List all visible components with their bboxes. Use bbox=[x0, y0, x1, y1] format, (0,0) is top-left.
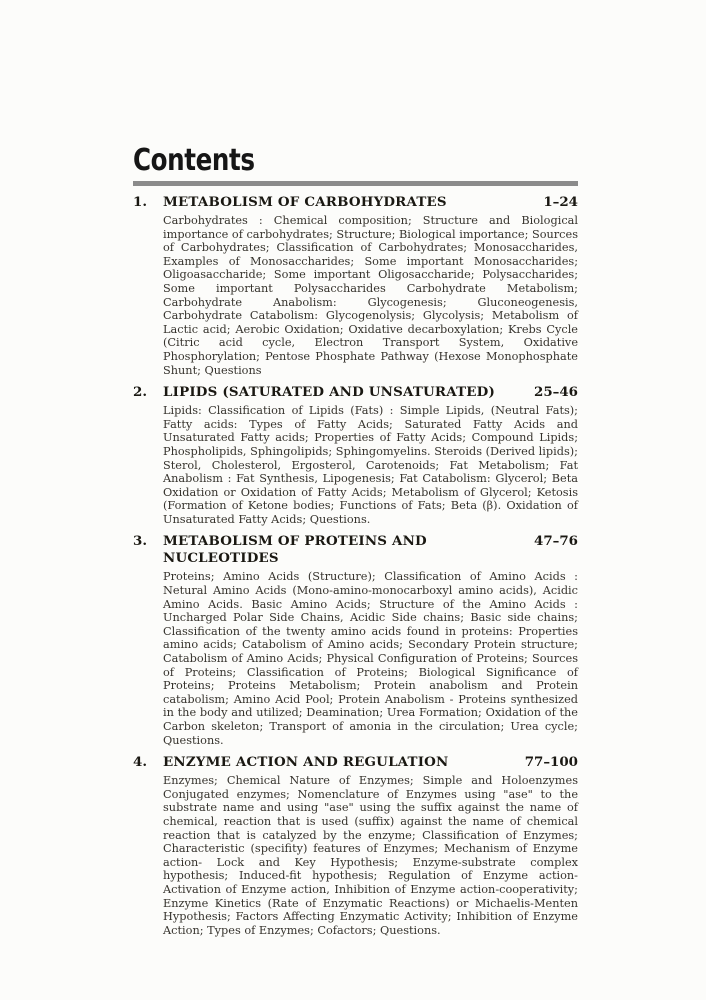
page-title: Contents bbox=[133, 143, 255, 178]
chapter-title: METABOLISM OF PROTEINS AND NUCLEOTIDES bbox=[163, 533, 427, 567]
chapter-description: Proteins; Amino Acids (Structure); Classification of Amino Acids : Netural Amino Acids (Mono-amino-monocarboxyl amino acids), Acidic Amino Acids. Basic Amino Acids; Structure of the Amino Acids : Uncharged Polar Side Chains, Acidic Side chains; Basic side chains; Classification of the twenty amino acids found in proteins: Properties amino acids; Catabolism of Amino acids; Secondary Protein structure; Catabolism of Amino Acids; Physical Configuration of Proteins; Sources of Proteins; Classification of Proteins; Biological Significance of Proteins; Proteins Metabolism; Protein anabolism and Protein catabolism; Amino Acid Pool; Protein Anabolism - Proteins synthesized in the body and utilized; Deamination; Urea Formation; Oxidation of the Carbon skeleton; Transport of amonia in the circulation; Urea cycle; Questions. bbox=[163, 570, 578, 747]
chapter-heading bbox=[133, 194, 578, 211]
title-underline-rule bbox=[133, 181, 578, 186]
chapter-heading bbox=[133, 754, 578, 771]
toc-entry-4 bbox=[133, 754, 578, 937]
chapter-number: 3. bbox=[133, 533, 147, 550]
chapter-title: LIPIDS (SATURATED AND UNSATURATED) bbox=[163, 384, 495, 401]
chapter-description: Lipids: Classification of Lipids (Fats) : Simple Lipids, (Neutral Fats); Fatty acids: Types of Fatty Acids; Saturated Fatty Acids and Unsaturated Fatty acids; Properties of Fatty Acids; Compound Lipids; Phospholipids, Sphingolipids; Sphingomyelins. Steroids (Derived lipids); Sterol, Cholesterol, Ergosterol, Carotenoids; Fat Metabolism; Fat Anabolism : Fat Synthesis, Lipogenesis; Fat Catabolism: Glycerol; Beta Oxidation or Oxidation of Fatty Acids; Metabolism of Glycerol; Ketosis (Formation of Ketone bodies; Functions of Fats; Beta (β). Oxidation of Unsaturated Fatty Acids; Questions. bbox=[163, 404, 578, 526]
chapter-number: 1. bbox=[133, 194, 147, 210]
chapter-page-range: 1–24 bbox=[543, 194, 578, 210]
chapter-page-range: 47–76 bbox=[534, 533, 578, 550]
toc-list bbox=[133, 194, 578, 937]
page-content bbox=[133, 143, 578, 937]
chapter-description: Enzymes; Chemical Nature of Enzymes; Simple and Holoenzymes Conjugated enzymes; Nomenclature of Enzymes using "ase" to the substrate name and using "ase" using the suffix against the name of chemical, reaction that is used (suffix) against the name of chemical reaction that is catalyzed by the enzyme; Classification of Enzymes; Characteristic (specifity) features of Enzymes; Mechanism of Enzyme action- Lock and Key Hypothesis; Enzyme-substrate complex hypothesis; Induced-fit hypothesis; Regulation of Enzyme action- Activation of Enzyme action, Inhibition of Enzyme action-cooperativity; Enzyme Kinetics (Rate of Enzymatic Reactions) or Michaelis-Menten Hypothesis; Factors Affecting Enzymatic Activity; Inhibition of Enzyme Action; Types of Enzymes; Cofactors; Questions. bbox=[163, 774, 578, 937]
chapter-number: 4. bbox=[133, 754, 147, 771]
chapter-title: ENZYME ACTION AND REGULATION bbox=[163, 754, 449, 771]
chapter-description: Carbohydrates : Chemical composition; Structure and Biological importance of carbohydrates; Structure; Biological importance; Sources of Carbohydrates; Classification of Carbohydrates; Monosaccharides, Examples of Monosaccharides; Some important Monosaccharides; Oligoasaccharide; Some important Oligosaccharide; Polysaccharides; Some important Polysaccharides Carbohydrate Metabolism; Carbohydrate Anabolism: Glycogenesis; Gluconeogenesis, Carbohydrate Catabolism: Glycogenolysis; Glycolysis; Metabolism of Lactic acid; Aerobic Oxidation; Oxidative decarboxylation; Krebs Cycle (Citric acid cycle, Electron Transport System, Oxidative Phosphorylation; Pentose Phosphate Pathway (Hexose Monophosphate Shunt; Questions bbox=[163, 214, 578, 377]
chapter-heading bbox=[133, 533, 578, 567]
toc-entry-1 bbox=[133, 194, 578, 377]
chapter-page-range: 25–46 bbox=[534, 384, 578, 401]
toc-entry-2 bbox=[133, 384, 578, 526]
chapter-page-range: 77–100 bbox=[524, 754, 578, 771]
chapter-number: 2. bbox=[133, 384, 147, 401]
chapter-title: METABOLISM OF CARBOHYDRATES bbox=[163, 194, 447, 210]
toc-entry-3 bbox=[133, 533, 578, 747]
chapter-heading bbox=[133, 384, 578, 401]
